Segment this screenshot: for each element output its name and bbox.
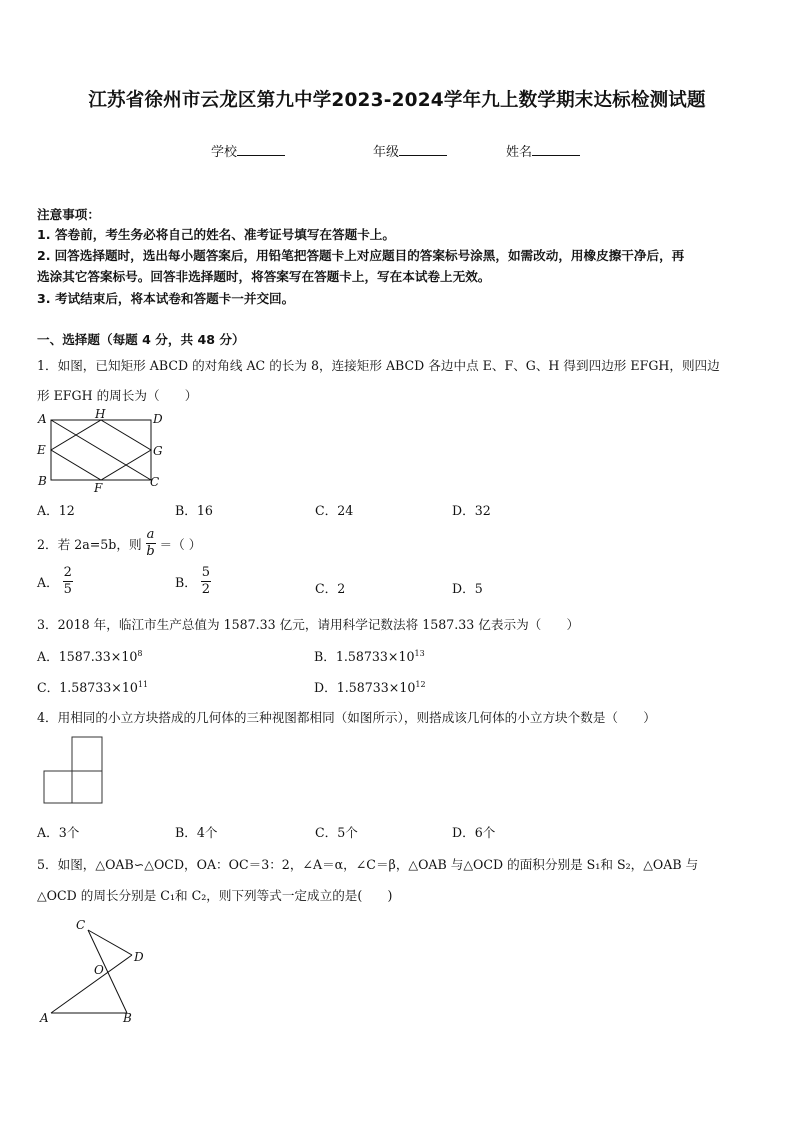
q4-option-a[interactable]: A．3个 bbox=[37, 825, 80, 840]
q1-option-a[interactable]: A．12 bbox=[37, 503, 75, 518]
notice-item-2: 2. 回答选择题时，选出每小题答案后，用铅笔把答题卡上对应题目的答案标号涂黑，如需改动，用橡皮擦干净后，再 bbox=[37, 248, 685, 263]
q1-rectangle-figure bbox=[34, 406, 174, 496]
label-A: A bbox=[40, 1011, 49, 1025]
label-H: H bbox=[95, 407, 106, 421]
q1-stem-line1: 1．如图，已知矩形 ABCD 的对角线 AC 的长为 8，连接矩形 ABCD 各边中点 E、F、G、H 得到四边形 EFGH，则四边 bbox=[37, 358, 720, 373]
q3-option-d[interactable]: D．$1.58733\times 10^{12}$ bbox=[314, 680, 426, 695]
label-G: G bbox=[153, 444, 163, 458]
label-E: E bbox=[37, 443, 46, 457]
q1-option-c[interactable]: C．24 bbox=[315, 503, 354, 518]
grade-label: 年级 bbox=[373, 145, 400, 160]
label-A: A bbox=[38, 412, 47, 426]
page-title: 江苏省徐州市云龙区第九中学2023-2024学年九上数学期末达标检测试题 bbox=[88, 90, 706, 111]
q4-option-b[interactable]: B．4个 bbox=[175, 825, 218, 840]
q2-option-a[interactable]: A． $\frac{2}{5}$ bbox=[37, 565, 72, 597]
notice-heading: 注意事项： bbox=[37, 207, 100, 222]
q4-stem: 4．用相同的小立方块搭成的几何体的三种视图都相同（如图所示），则搭成该几何体的小立方块个数是（ ） bbox=[37, 710, 656, 725]
q3-option-b[interactable]: B．$1.58733\times 10^{13}$ bbox=[314, 649, 425, 664]
q2-option-c[interactable]: C．2 bbox=[315, 581, 346, 596]
label-D: D bbox=[134, 950, 144, 964]
name-label: 姓名 bbox=[506, 145, 533, 160]
q3-stem: 3．2018 年，临江市生产总值为 1587.33 亿元，请用科学记数法将 1587.33 亿表示为（ ） bbox=[37, 617, 580, 632]
q2-option-d[interactable]: D．5 bbox=[452, 581, 483, 596]
q2-option-b[interactable]: B． $\frac{5}{2}$ bbox=[175, 565, 210, 597]
name-field[interactable] bbox=[506, 141, 580, 160]
notice-item-2-cont: 选涂其它答案标号。回答非选择题时，将答案写在答题卡上，写在本试卷上无效。 bbox=[37, 269, 491, 284]
section-heading: 一、选择题（每题 4 分，共 48 分） bbox=[37, 332, 245, 347]
school-label: 学校 bbox=[211, 145, 238, 160]
q5-triangles-figure bbox=[36, 914, 156, 1026]
q4-option-d[interactable]: D．6个 bbox=[452, 825, 496, 840]
q3-option-a[interactable]: A．$1587.33\times 10^8$ bbox=[37, 649, 143, 664]
q1-option-b[interactable]: B．16 bbox=[175, 503, 213, 518]
notice-item-1: 1. 答卷前，考生务必将自己的姓名、准考证号填写在答题卡上。 bbox=[37, 227, 395, 242]
q4-option-c[interactable]: C．5个 bbox=[315, 825, 358, 840]
q2-stem: 2．若 2a=5b，则 $\frac{a}{b}$ ＝（ ） bbox=[37, 527, 202, 559]
notice-item-3: 3. 考试结束后，将本试卷和答题卡一并交回。 bbox=[37, 291, 295, 306]
label-C: C bbox=[150, 475, 160, 489]
q3-option-c[interactable]: C．$1.58733\times 10^{11}$ bbox=[37, 680, 149, 695]
label-B: B bbox=[123, 1011, 132, 1025]
q1-option-d[interactable]: D．32 bbox=[452, 503, 491, 518]
q4-view-figure bbox=[40, 736, 108, 808]
label-C: C bbox=[76, 918, 86, 932]
q5-stem-line1: 5．如图，△OAB∽△OCD，OA：OC＝3：2，∠A＝α，∠C＝β，△OAB 与△OCD 的面积分别是 S₁和 S₂，△OAB 与 bbox=[37, 857, 699, 872]
school-field[interactable] bbox=[211, 141, 285, 160]
q2-fraction: $\frac{a}{b}$ bbox=[146, 527, 155, 559]
label-F: F bbox=[94, 481, 103, 495]
label-B: B bbox=[38, 474, 47, 488]
label-D: D bbox=[153, 412, 163, 426]
q1-stem-line2: 形 EFGH 的周长为（ ） bbox=[37, 388, 198, 403]
grade-field[interactable] bbox=[373, 141, 447, 160]
q5-stem-line2: △OCD 的周长分别是 C₁和 C₂，则下列等式一定成立的是( ) bbox=[37, 888, 393, 903]
label-O: O bbox=[94, 963, 104, 977]
